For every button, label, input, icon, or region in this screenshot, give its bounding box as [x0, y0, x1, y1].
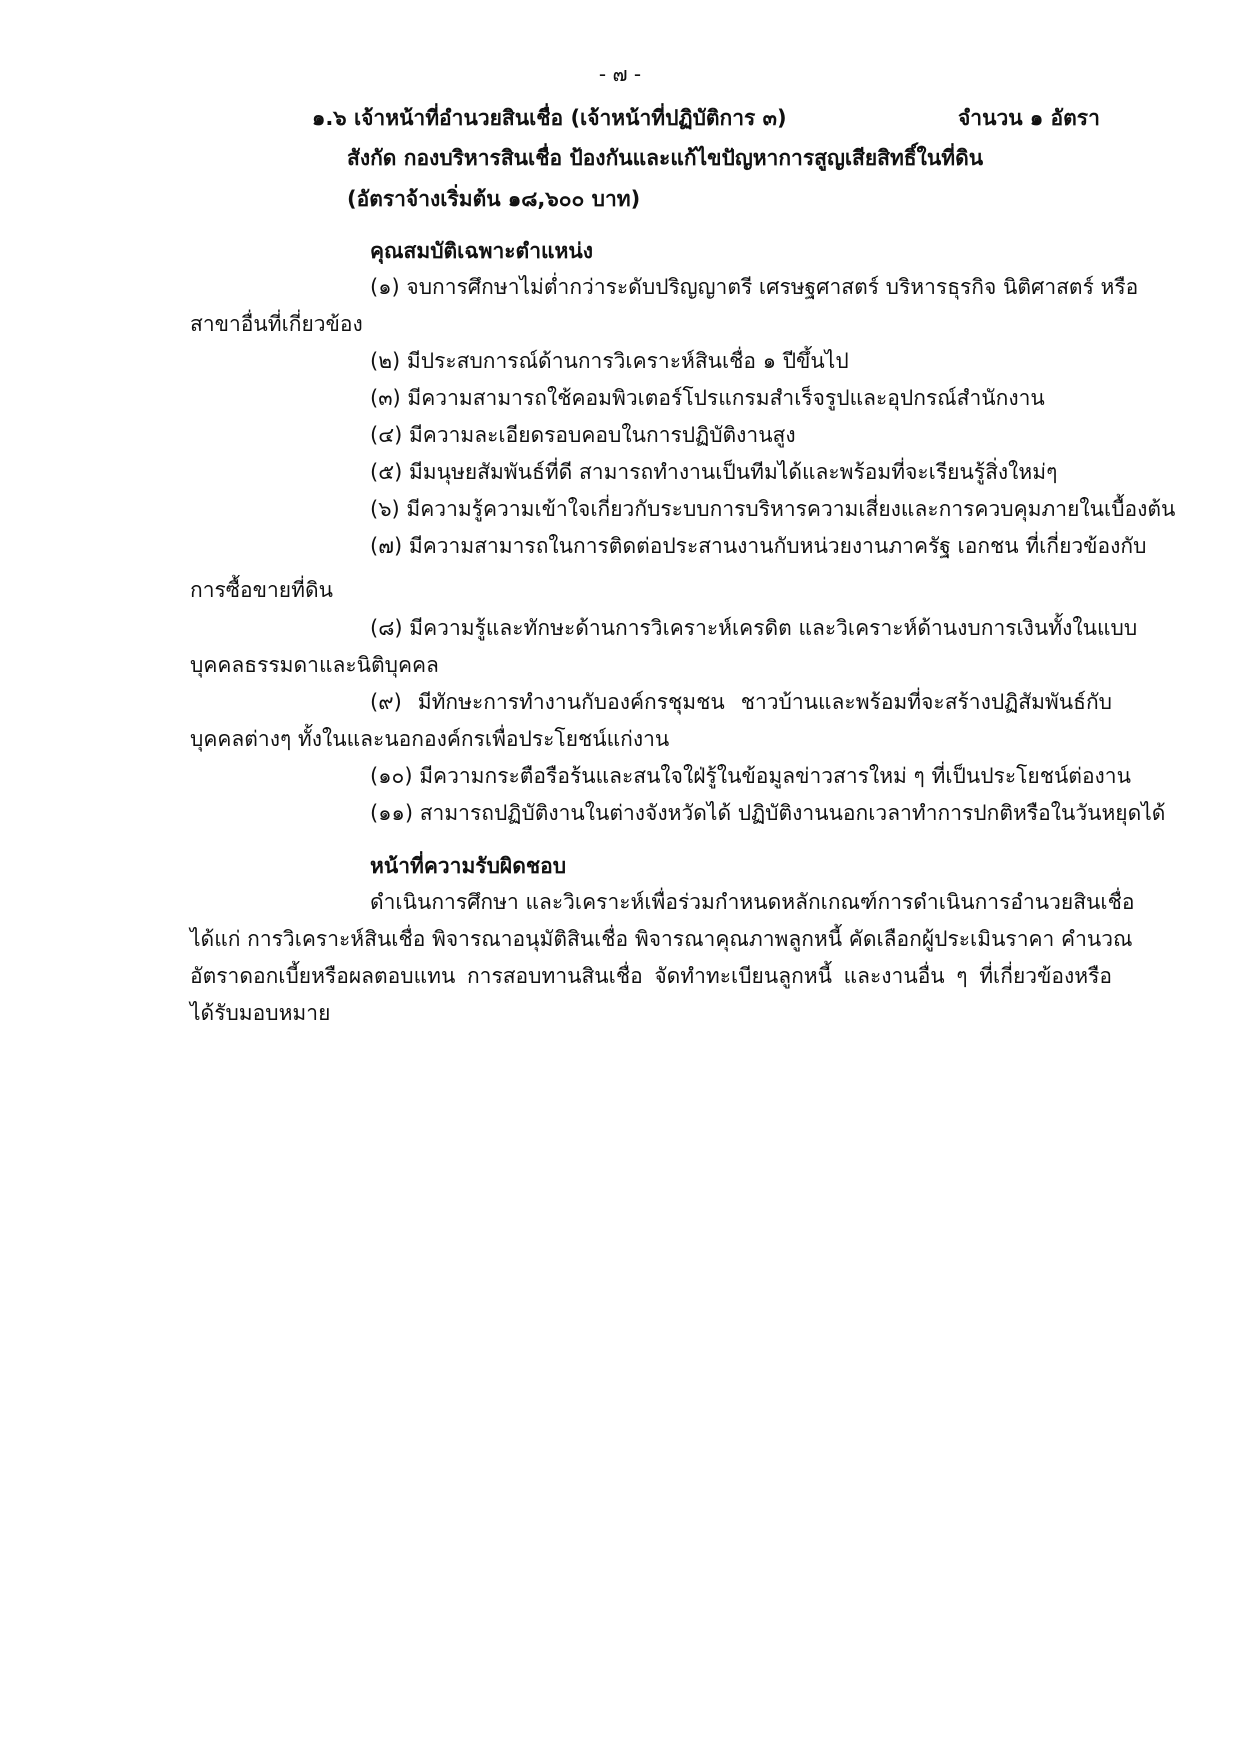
position-department: สังกัด กองบริหารสินเชื่อ ป้องกันและแก้ไขปัญหาการสูญเสียสิทธิ์ในที่ดิน — [347, 146, 984, 170]
qualification-item-continuation: การซื้อขายที่ดิน — [190, 578, 333, 602]
position-heading: ๑.๖ เจ้าหน้าที่อำนวยสินเชื่อ (เจ้าหน้าที่ปฏิบัติการ ๓) — [312, 106, 787, 130]
qualification-item: (๒) มีประสบการณ์ด้านการวิเคราะห์สินเชื่อ ๑ ปีขึ้นไป — [370, 349, 849, 373]
qualification-item: (๕) มีมนุษยสัมพันธ์ที่ดี สามารถทำงานเป็นทีมได้และพร้อมที่จะเรียนรู้สิ่งใหม่ๆ — [370, 460, 1058, 484]
duties-title: หน้าที่ความรับผิดชอบ — [370, 854, 567, 878]
qualification-item: (๓) มีความสามารถใช้คอมพิวเตอร์โปรแกรมสำเร็จรูปและอุปกรณ์สำนักงาน — [370, 386, 1045, 410]
qualification-item: (๔) มีความละเอียดรอบคอบในการปฏิบัติงานสูง — [370, 423, 796, 447]
qualification-item-continuation: บุคคลธรรมดาและนิติบุคคล — [190, 653, 439, 677]
page-number: - ๗ - — [598, 62, 642, 86]
duties-paragraph-line: ดำเนินการศึกษา และวิเคราะห์เพื่อร่วมกำหนดหลักเกณฑ์การดำเนินการอำนวยสินเชื่อ — [370, 890, 1135, 914]
position-count: จำนวน ๑ อัตรา — [958, 106, 1100, 130]
qualification-item: (๙) มีทักษะการทำงานกับองค์กรชุมชน ชาวบ้านและพร้อมที่จะสร้างปฏิสัมพันธ์กับ — [370, 690, 1112, 714]
qualifications-title: คุณสมบัติเฉพาะตำแหน่ง — [370, 239, 593, 263]
qualification-item: (๗) มีความสามารถในการติดต่อประสานงานกับหน่วยงานภาครัฐ เอกชน ที่เกี่ยวข้องกับ — [370, 534, 1147, 558]
qualification-item: (๑๐) มีความกระตือรือร้นและสนใจใฝ่รู้ในข้อมูลข่าวสารใหม่ ๆ ที่เป็นประโยชน์ต่องาน — [370, 764, 1131, 788]
qualification-item: (๖) มีความรู้ความเข้าใจเกี่ยวกับระบบการบริหารความเสี่ยงและการควบคุมภายในเบื้องต้น — [370, 497, 1176, 521]
qualification-item: (๑๑) สามารถปฏิบัติงานในต่างจังหวัดได้ ปฏิบัติงานนอกเวลาทำการปกติหรือในวันหยุดได้ — [370, 801, 1166, 825]
duties-paragraph-line: ได้แก่ การวิเคราะห์สินเชื่อ พิจารณาอนุมัติสินเชื่อ พิจารณาคุณภาพลูกหนี้ คัดเลือกผู้ประเมินราคา คำนวณ — [190, 927, 1133, 951]
qualification-item-continuation: สาขาอื่นที่เกี่ยวข้อง — [190, 312, 363, 336]
qualification-item: (๘) มีความรู้และทักษะด้านการวิเคราะห์เครดิต และวิเคราะห์ด้านงบการเงินทั้งในแบบ — [370, 616, 1138, 640]
position-salary: (อัตราจ้างเริ่มต้น ๑๘,๖๐๐ บาท) — [347, 187, 641, 211]
duties-paragraph-line: ได้รับมอบหมาย — [190, 1001, 331, 1025]
qualification-item-continuation: บุคคลต่างๆ ทั้งในและนอกองค์กรเพื่อประโยชน์แก่งาน — [190, 727, 670, 751]
qualification-item: (๑) จบการศึกษาไม่ต่ำกว่าระดับปริญญาตรี เศรษฐศาสตร์ บริหารธุรกิจ นิติศาสตร์ หรือ — [370, 275, 1139, 299]
duties-paragraph-line: อัตราดอกเบี้ยหรือผลตอบแทน การสอบทานสินเชื่อ จัดทำทะเบียนลูกหนี้ และงานอื่น ๆ ที่เกี่ยวข้องหรือ — [190, 964, 1112, 988]
